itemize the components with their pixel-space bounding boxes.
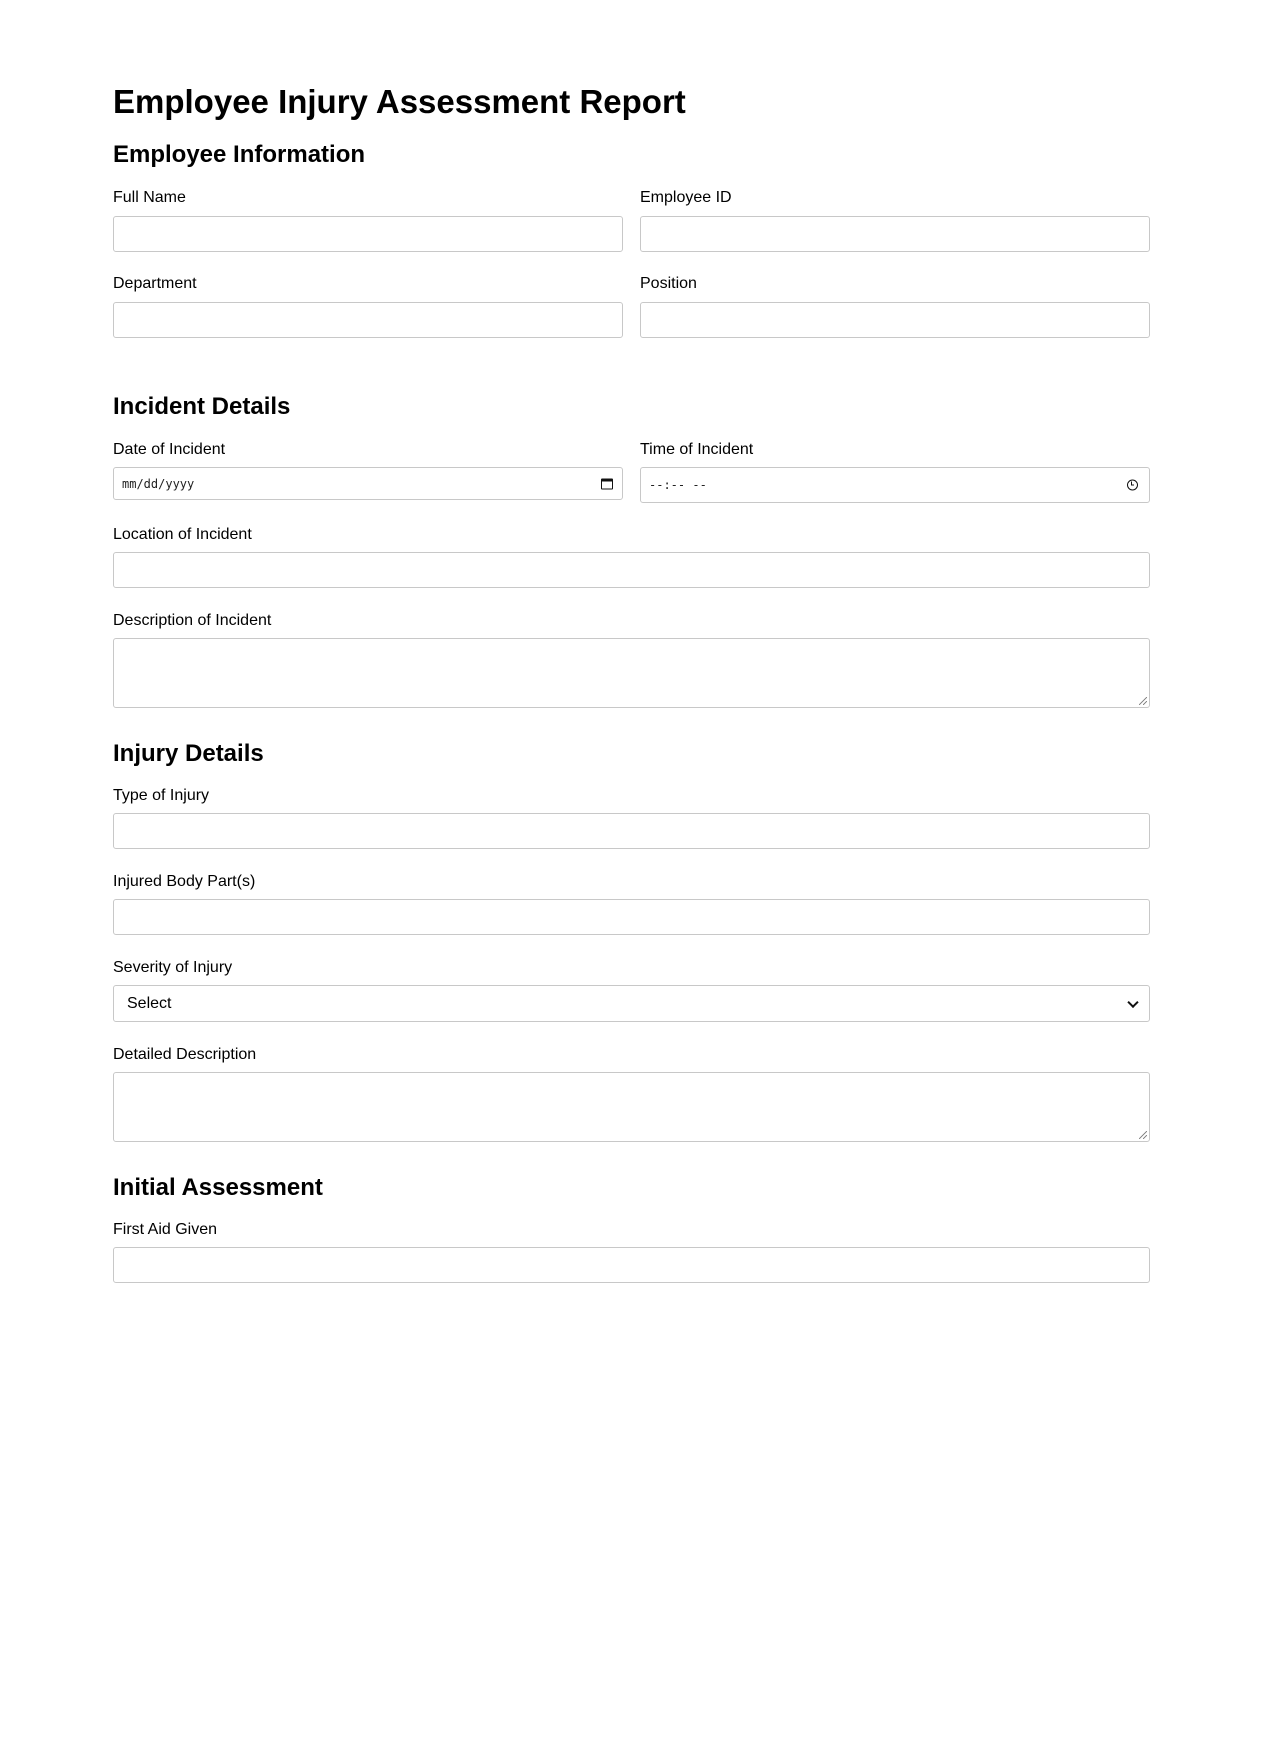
date-of-incident-label: Date of Incident (113, 441, 226, 458)
time-of-incident-input[interactable] (640, 467, 1150, 503)
section-heading-incident-details: Incident Details (113, 393, 291, 420)
full-name-label: Full Name (113, 189, 186, 206)
location-of-incident-label: Location of Incident (113, 526, 252, 543)
section-heading-injury-details: Injury Details (113, 740, 264, 767)
date-of-incident-input[interactable] (113, 467, 623, 500)
severity-of-injury-select[interactable] (113, 985, 1150, 1022)
section-heading-employee-information: Employee Information (113, 141, 366, 168)
employee-id-input[interactable] (640, 216, 1150, 252)
description-of-incident-textarea[interactable] (113, 638, 1150, 708)
resize-handle-icon[interactable] (1139, 697, 1147, 705)
type-of-injury-label: Type of Injury (113, 787, 210, 804)
department-input[interactable] (113, 302, 623, 338)
full-name-input[interactable] (113, 216, 623, 252)
location-of-incident-input[interactable] (113, 552, 1150, 588)
detailed-description-label: Detailed Description (113, 1046, 257, 1063)
description-of-incident-label: Description of Incident (113, 612, 272, 629)
position-input[interactable] (640, 302, 1150, 338)
resize-handle-icon[interactable] (1139, 1131, 1147, 1139)
chevron-down-icon (1127, 996, 1138, 1007)
severity-of-injury-label: Severity of Injury (113, 959, 233, 976)
type-of-injury-input[interactable] (113, 813, 1150, 849)
first-aid-given-input[interactable] (113, 1247, 1150, 1283)
calendar-icon[interactable] (601, 478, 613, 489)
position-label: Position (640, 275, 697, 292)
time-of-incident-label: Time of Incident (640, 441, 754, 458)
time-placeholder: --:-- -- (649, 478, 707, 492)
injured-body-parts-label: Injured Body Part(s) (113, 873, 256, 890)
page-title: Employee Injury Assessment Report (113, 83, 686, 120)
employee-id-label: Employee ID (640, 189, 732, 206)
first-aid-given-label: First Aid Given (113, 1221, 218, 1238)
department-label: Department (113, 275, 197, 292)
injured-body-parts-input[interactable] (113, 899, 1150, 935)
severity-selected-value: Select (127, 994, 172, 1012)
section-heading-initial-assessment: Initial Assessment (113, 1174, 323, 1201)
detailed-description-textarea[interactable] (113, 1072, 1150, 1142)
date-placeholder: mm/dd/yyyy (122, 476, 195, 491)
clock-icon[interactable] (1127, 480, 1138, 491)
